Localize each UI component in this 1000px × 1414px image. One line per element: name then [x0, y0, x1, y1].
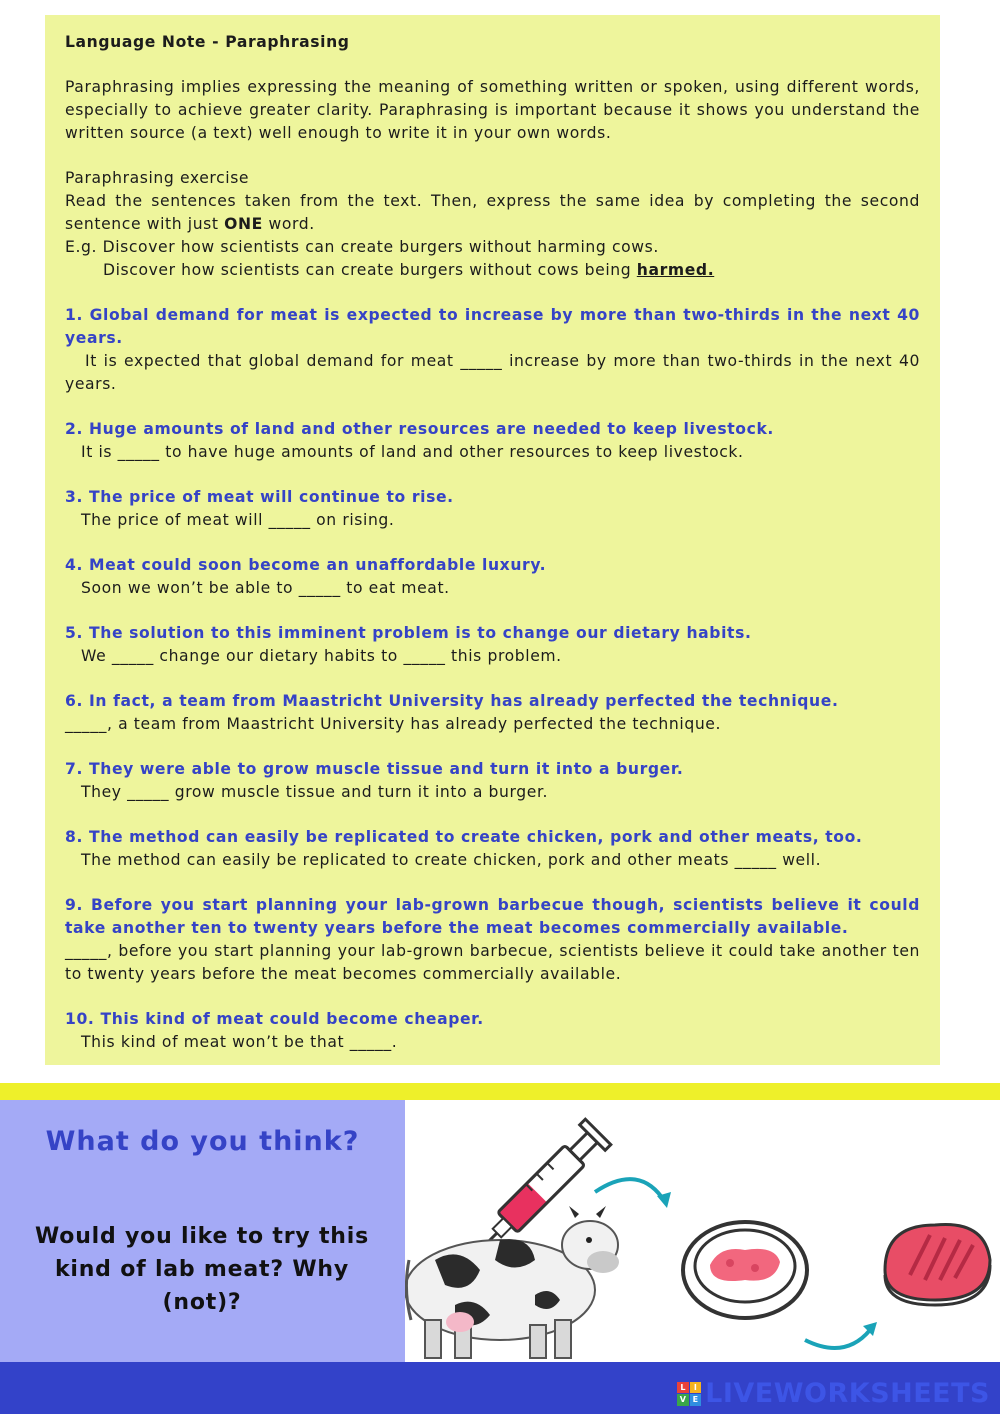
steak-icon: [885, 1224, 990, 1305]
answer-6: _____, a team from Maastricht University has already perfected the technique.: [65, 715, 722, 733]
footer-bar: [0, 1362, 1000, 1414]
exercise-instructions: [65, 190, 920, 236]
question-6: 6. In fact, a team from Maastricht University has already perfected the technique.: [65, 692, 839, 710]
answer-3: The price of meat will _____ on rising.: [81, 511, 395, 529]
question-1: 1. Global demand for meat is expected to increase by more than two-thirds in the next 40 years.: [65, 306, 920, 347]
logo-letter-v: V: [677, 1394, 689, 1406]
note-title: Language Note - Paraphrasing: [65, 33, 350, 51]
petri-dish-icon: [683, 1222, 807, 1318]
brand-logo[interactable]: [677, 1378, 990, 1409]
arrow-bottom-icon: [805, 1330, 870, 1348]
discussion-question: Would you like to try this kind of lab meat? Why (not)?: [35, 1224, 369, 1315]
brand-name: LIVEWORKSHEETS: [705, 1378, 990, 1409]
question-3: 3. The price of meat will continue to rise.: [65, 488, 454, 506]
question-4: 4. Meat could soon become an unaffordable luxury.: [65, 556, 547, 574]
answer-4: Soon we won’t be able to _____ to eat meat.: [81, 579, 450, 597]
answer-1: It is expected that global demand for meat _____ increase by more than two-thirds in the next 40 years.: [65, 352, 920, 393]
arrow-icon: [595, 1179, 665, 1202]
question-10: 10. This kind of meat could become cheaper.: [65, 1010, 484, 1028]
discussion-heading: What do you think?: [45, 1126, 360, 1157]
question-2: 2. Huge amounts of land and other resources are needed to keep livestock.: [65, 420, 774, 438]
question-8: 8. The method can easily be replicated to create chicken, pork and other meats, too.: [65, 828, 863, 846]
answer-7: They _____ grow muscle tissue and turn it into a burger.: [81, 783, 549, 801]
question-5: 5. The solution to this imminent problem is to change our dietary habits.: [65, 624, 752, 642]
example-paraphrase-text: Discover how scientists can create burgers without cows being: [103, 261, 637, 279]
yellow-divider: [0, 1083, 1000, 1100]
liveworksheets-icon: [677, 1382, 701, 1406]
example-original: E.g. Discover how scientists can create burgers without harming cows.: [65, 238, 659, 256]
exercise-title: Paraphrasing exercise: [65, 169, 250, 187]
language-note-panel: [45, 15, 940, 1065]
question-9: 9. Before you start planning your lab-grown barbecue though, scientists believe it could take another ten to twenty years before the meat becomes commercially available.: [65, 896, 920, 937]
answer-2: It is _____ to have huge amounts of land and other resources to keep livestock.: [81, 443, 744, 461]
answer-10: This kind of meat won’t be that _____.: [81, 1033, 398, 1051]
instructions-text-a: Read the sentences taken from the text. Then, express the same idea by completing the second sentence with just: [65, 192, 920, 233]
lab-meat-illustration: [405, 1100, 1000, 1362]
logo-letter-l: L: [677, 1382, 689, 1394]
example-paraphrase: [65, 259, 920, 282]
question-7: 7. They were able to grow muscle tissue and turn it into a burger.: [65, 760, 684, 778]
language-note-content: [65, 31, 920, 1054]
instructions-text-b: word.: [262, 215, 315, 233]
answer-5: We _____ change our dietary habits to _____ this problem.: [81, 647, 562, 665]
note-intro: Paraphrasing implies expressing the meaning of something written or spoken, using different words, especially to achieve greater clarity. Paraphrasing is important because it shows you understand the written source (a text) well enough to write it in your own words.: [65, 78, 920, 142]
logo-letter-e: E: [690, 1394, 702, 1406]
instructions-bold: ONE: [224, 215, 263, 233]
logo-letter-i: I: [690, 1382, 702, 1394]
illustration-svg: [405, 1100, 1000, 1362]
answer-8: The method can easily be replicated to create chicken, pork and other meats _____ well.: [81, 851, 822, 869]
discussion-panel: [0, 1100, 405, 1362]
example-answer: harmed.: [636, 261, 715, 279]
answer-9: _____, before you start planning your lab-grown barbecue, scientists believe it could take another ten to twenty years before the meat becomes commercially available.: [65, 942, 920, 983]
